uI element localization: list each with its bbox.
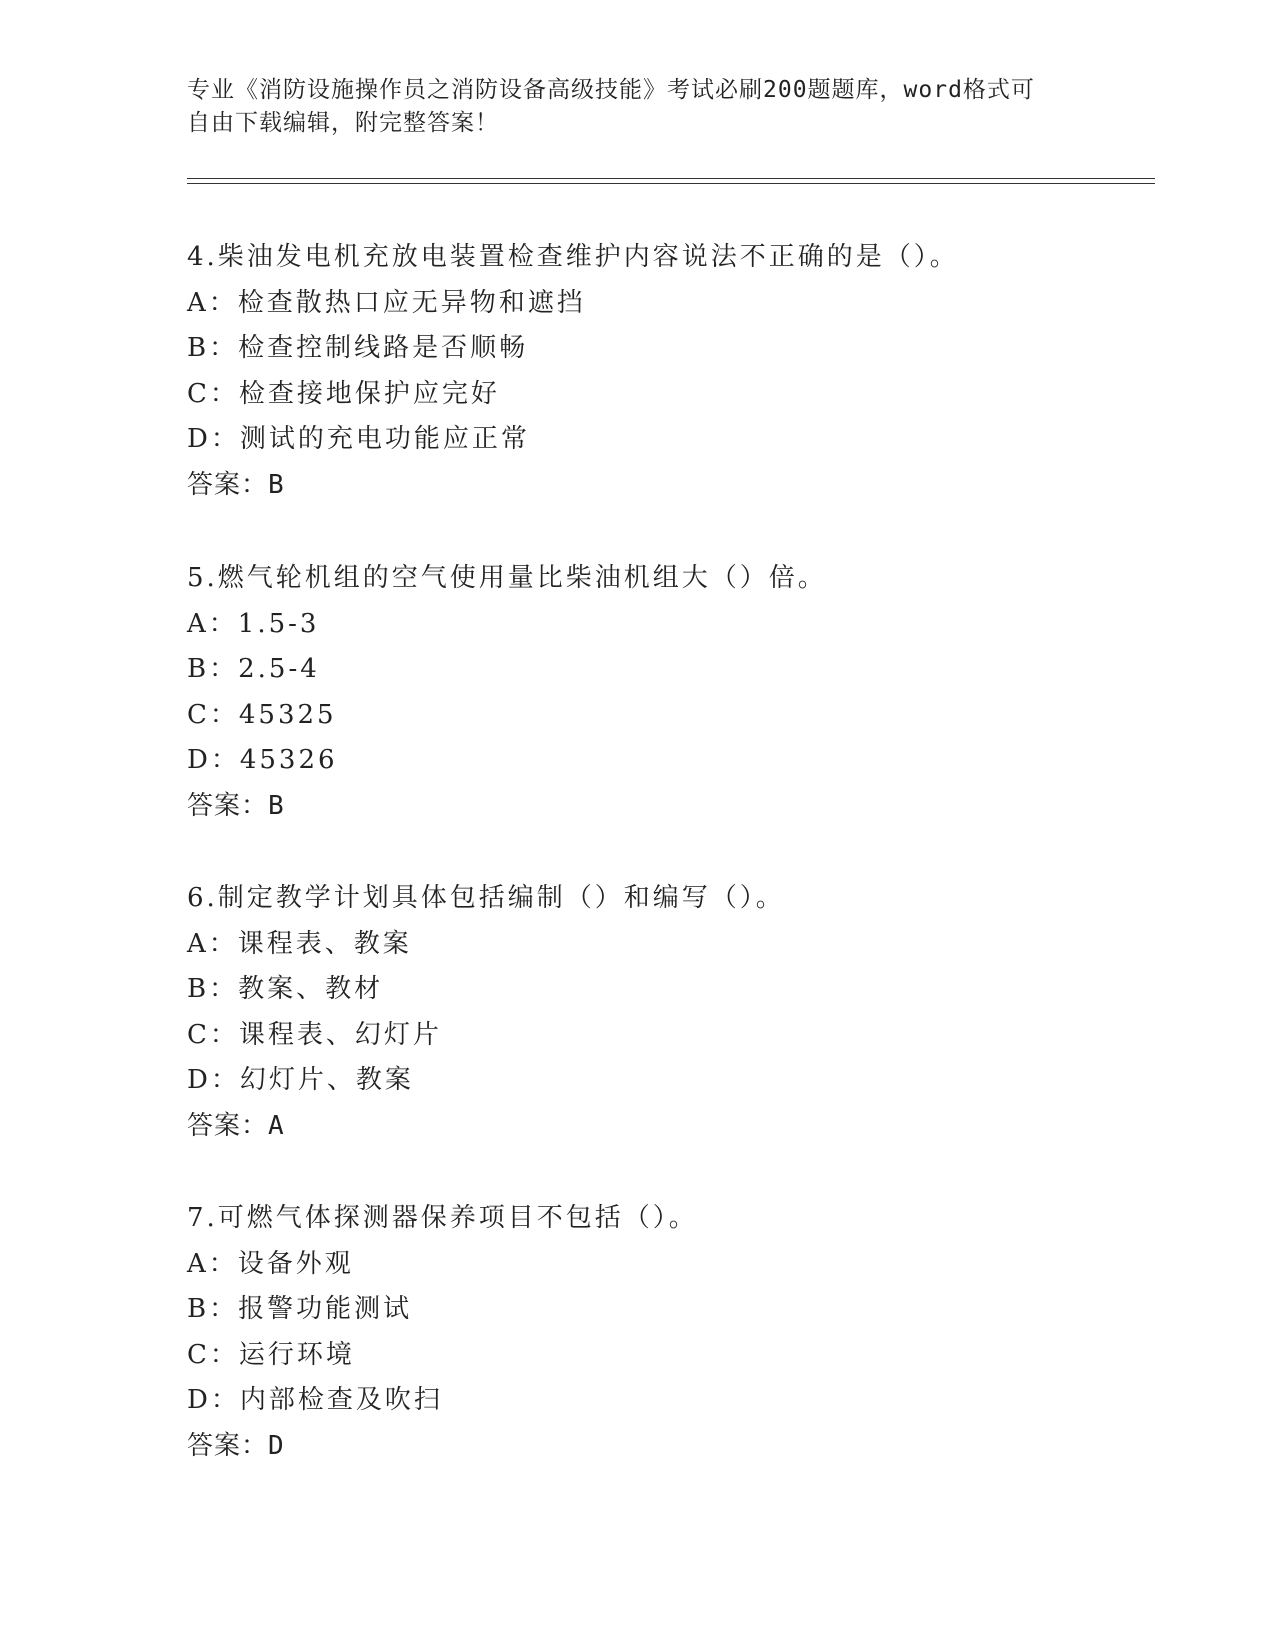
- option-a: A：设备外观: [187, 1248, 354, 1279]
- document-header: [187, 74, 1067, 140]
- header-line-1: 专业《消防设施操作员之消防设备高级技能》考试必刷200题题库，word格式可: [187, 77, 1035, 103]
- question-6: [187, 876, 1147, 1149]
- answer: 答案：D: [187, 1430, 285, 1461]
- option-d: D：内部检查及吹扫: [187, 1385, 443, 1415]
- answer: 答案：B: [187, 469, 285, 500]
- header-line-2: 自由下载编辑，附完整答案！: [187, 110, 499, 136]
- option-c: C：45325: [187, 699, 337, 730]
- option-d: D：测试的充电功能应正常: [187, 424, 530, 454]
- question-stem: 5.燃气轮机组的空气使用量比柴油机组大（）倍。: [187, 563, 827, 593]
- option-c: C：运行环境: [187, 1339, 355, 1370]
- header-divider-bottom: [187, 183, 1155, 184]
- question-4: [187, 235, 1147, 508]
- option-c: C：课程表、幻灯片: [187, 1019, 442, 1050]
- question-7: [187, 1196, 1147, 1469]
- answer: 答案：B: [187, 790, 285, 821]
- option-b: B：2.5-4: [187, 654, 320, 684]
- answer: 答案：A: [187, 1110, 285, 1141]
- question-stem: 7.可燃气体探测器保养项目不包括（）。: [187, 1203, 698, 1233]
- option-b: B：报警功能测试: [187, 1294, 413, 1324]
- option-a: A：1.5-3: [187, 608, 320, 639]
- option-b: B：检查控制线路是否顺畅: [187, 333, 529, 363]
- question-5: [187, 556, 1147, 829]
- option-b: B：教案、教材: [187, 974, 384, 1004]
- question-stem: 6.制定教学计划具体包括编制（）和编写（）。: [187, 883, 785, 913]
- option-a: A：课程表、教案: [187, 928, 412, 959]
- question-stem: 4.柴油发电机充放电装置检查维护内容说法不正确的是（）。: [187, 242, 959, 272]
- option-c: C：检查接地保护应完好: [187, 378, 500, 409]
- option-d: D：45326: [187, 745, 338, 775]
- header-divider-top: [187, 178, 1155, 179]
- option-a: A：检查散热口应无异物和遮挡: [187, 287, 586, 318]
- option-d: D：幻灯片、教案: [187, 1065, 414, 1095]
